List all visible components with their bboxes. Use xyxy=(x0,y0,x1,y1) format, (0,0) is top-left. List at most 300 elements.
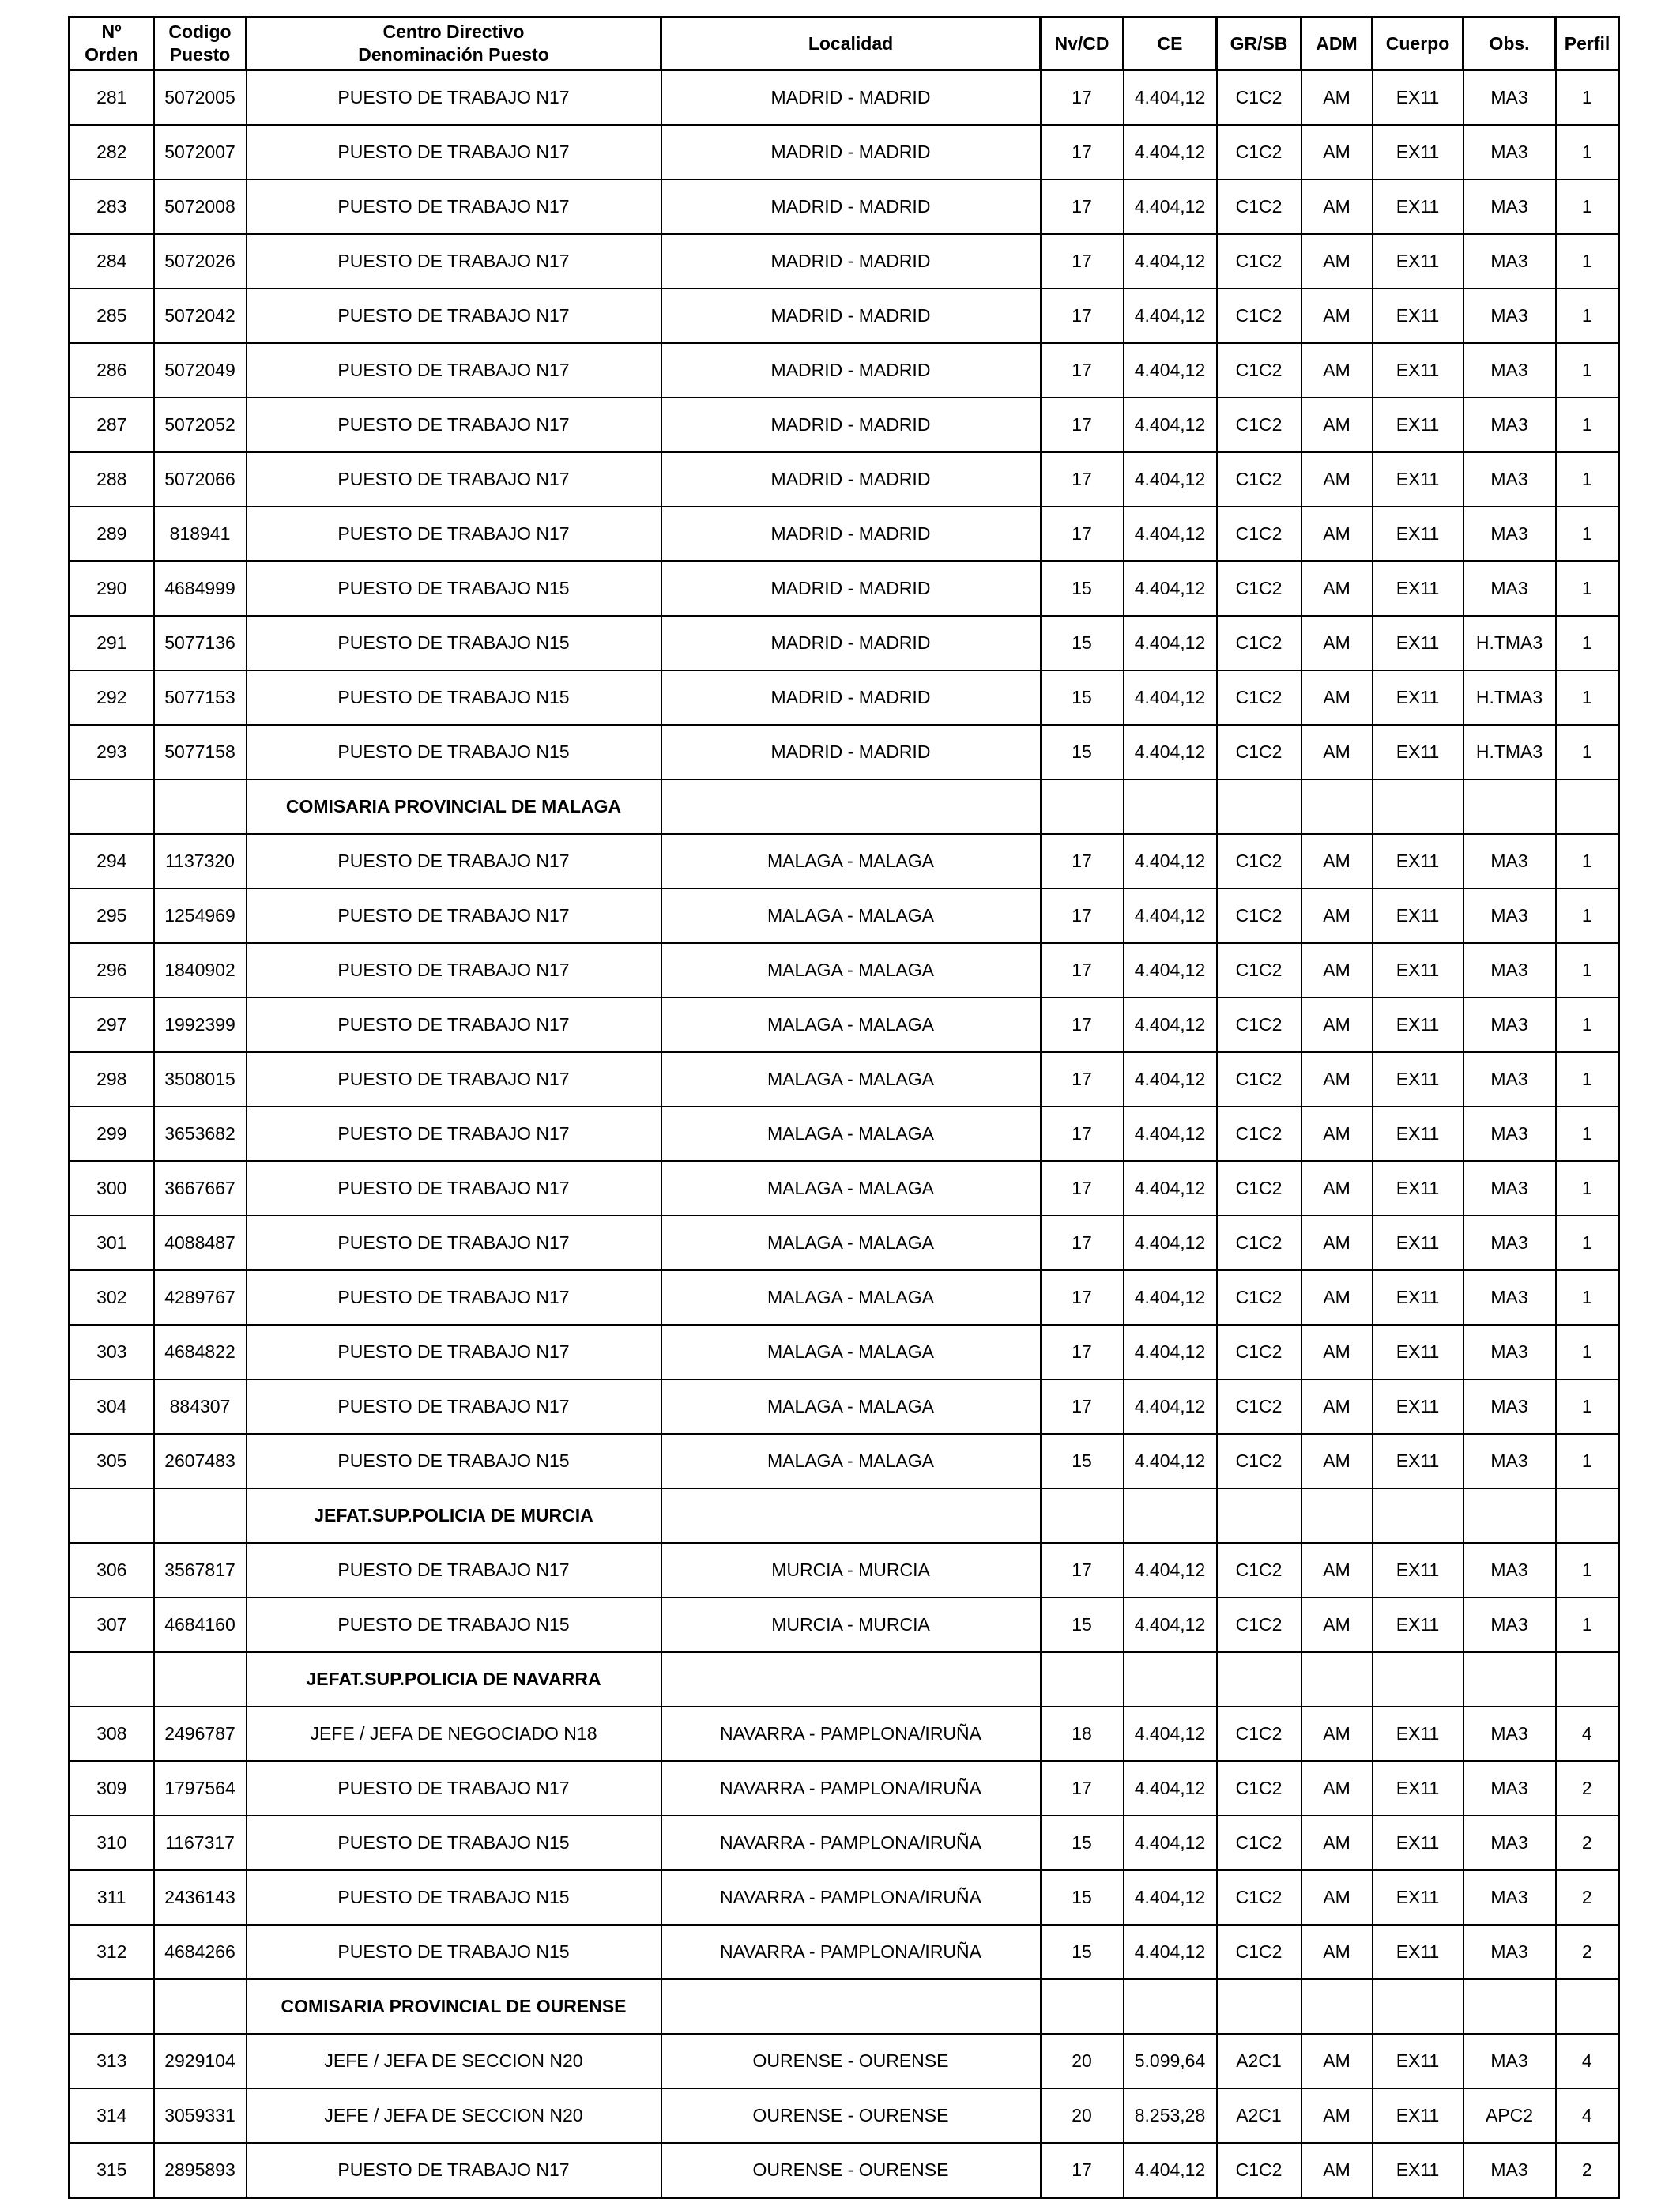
cell-obs: MA3 xyxy=(1463,2034,1556,2088)
cell-localidad: MADRID - MADRID xyxy=(661,179,1041,234)
cell-ce: 5.099,64 xyxy=(1124,2034,1217,2088)
cell-obs: MA3 xyxy=(1463,289,1556,343)
cell-nvcd: 17 xyxy=(1041,289,1124,343)
cell-perfil: 1 xyxy=(1556,1216,1619,1270)
cell-obs: MA3 xyxy=(1463,1270,1556,1325)
cell-cuerpo: EX11 xyxy=(1373,1925,1463,1979)
cell-codigo: 1992399 xyxy=(154,998,247,1052)
cell-nvcd: 17 xyxy=(1041,1543,1124,1597)
cell-orden: 303 xyxy=(70,1325,154,1379)
cell-ce: 4.404,12 xyxy=(1124,507,1217,561)
cell-grsb: C1C2 xyxy=(1217,1707,1301,1761)
cell-adm: AM xyxy=(1301,398,1373,452)
cell-orden: 310 xyxy=(70,1816,154,1870)
empty-cell xyxy=(1556,1652,1619,1707)
cell-denominacion: PUESTO DE TRABAJO N17 xyxy=(247,1161,661,1216)
cell-adm: AM xyxy=(1301,1161,1373,1216)
cell-denominacion: PUESTO DE TRABAJO N15 xyxy=(247,725,661,779)
table-body xyxy=(70,70,1619,2198)
cell-orden: 299 xyxy=(70,1107,154,1161)
cell-codigo: 5077153 xyxy=(154,670,247,725)
cell-codigo: 3653682 xyxy=(154,1107,247,1161)
cell-localidad: MALAGA - MALAGA xyxy=(661,1270,1041,1325)
cell-ce: 4.404,12 xyxy=(1124,943,1217,998)
cell-codigo: 5072042 xyxy=(154,289,247,343)
cell-obs: MA3 xyxy=(1463,234,1556,289)
cell-ce: 4.404,12 xyxy=(1124,179,1217,234)
cell-perfil: 1 xyxy=(1556,834,1619,888)
cell-perfil: 4 xyxy=(1556,2088,1619,2143)
empty-cell xyxy=(1556,779,1619,834)
table-row xyxy=(70,1543,1619,1597)
cell-denominacion: PUESTO DE TRABAJO N17 xyxy=(247,1216,661,1270)
cell-nvcd: 18 xyxy=(1041,1707,1124,1761)
cell-adm: AM xyxy=(1301,1925,1373,1979)
cell-grsb: A2C1 xyxy=(1217,2034,1301,2088)
cell-localidad: MADRID - MADRID xyxy=(661,398,1041,452)
cell-perfil: 1 xyxy=(1556,670,1619,725)
cell-perfil: 1 xyxy=(1556,1434,1619,1488)
empty-cell xyxy=(1556,1979,1619,2034)
cell-grsb: C1C2 xyxy=(1217,943,1301,998)
cell-grsb: C1C2 xyxy=(1217,888,1301,943)
cell-codigo: 1167317 xyxy=(154,1816,247,1870)
cell-localidad: MADRID - MADRID xyxy=(661,70,1041,126)
cell-obs: MA3 xyxy=(1463,1161,1556,1216)
cell-adm: AM xyxy=(1301,670,1373,725)
cell-cuerpo: EX11 xyxy=(1373,398,1463,452)
cell-ce: 4.404,12 xyxy=(1124,234,1217,289)
empty-cell xyxy=(1217,1979,1301,2034)
cell-denominacion: PUESTO DE TRABAJO N15 xyxy=(247,1816,661,1870)
cell-orden: 304 xyxy=(70,1379,154,1434)
cell-localidad: MALAGA - MALAGA xyxy=(661,943,1041,998)
empty-cell xyxy=(1463,779,1556,834)
cell-nvcd: 17 xyxy=(1041,1216,1124,1270)
cell-codigo: 1254969 xyxy=(154,888,247,943)
cell-perfil: 1 xyxy=(1556,507,1619,561)
positions-table xyxy=(68,16,1620,2199)
cell-ce: 4.404,12 xyxy=(1124,1543,1217,1597)
cell-localidad: MADRID - MADRID xyxy=(661,725,1041,779)
cell-grsb: C1C2 xyxy=(1217,1925,1301,1979)
empty-cell xyxy=(1124,779,1217,834)
cell-obs: MA3 xyxy=(1463,1543,1556,1597)
cell-ce: 4.404,12 xyxy=(1124,289,1217,343)
cell-localidad: MADRID - MADRID xyxy=(661,670,1041,725)
table-row xyxy=(70,179,1619,234)
cell-grsb: A2C1 xyxy=(1217,2088,1301,2143)
cell-grsb: C1C2 xyxy=(1217,179,1301,234)
empty-cell xyxy=(1217,1488,1301,1543)
cell-denominacion: PUESTO DE TRABAJO N17 xyxy=(247,125,661,179)
cell-localidad: MALAGA - MALAGA xyxy=(661,888,1041,943)
cell-ce: 8.253,28 xyxy=(1124,2088,1217,2143)
cell-obs: MA3 xyxy=(1463,1434,1556,1488)
cell-denominacion: PUESTO DE TRABAJO N15 xyxy=(247,1870,661,1925)
table-row xyxy=(70,1597,1619,1652)
cell-adm: AM xyxy=(1301,1434,1373,1488)
table-row xyxy=(70,1216,1619,1270)
cell-adm: AM xyxy=(1301,725,1373,779)
cell-adm: AM xyxy=(1301,2143,1373,2198)
cell-grsb: C1C2 xyxy=(1217,725,1301,779)
cell-denominacion: JEFE / JEFA DE SECCION N20 xyxy=(247,2088,661,2143)
cell-obs: MA3 xyxy=(1463,1379,1556,1434)
cell-denominacion: PUESTO DE TRABAJO N17 xyxy=(247,1761,661,1816)
header-ce: CE xyxy=(1124,17,1217,70)
cell-perfil: 1 xyxy=(1556,70,1619,126)
cell-localidad: NAVARRA - PAMPLONA/IRUÑA xyxy=(661,1816,1041,1870)
cell-adm: AM xyxy=(1301,1870,1373,1925)
empty-cell xyxy=(661,779,1041,834)
cell-adm: AM xyxy=(1301,1052,1373,1107)
cell-codigo: 5077158 xyxy=(154,725,247,779)
cell-obs: MA3 xyxy=(1463,1761,1556,1816)
cell-orden: 290 xyxy=(70,561,154,616)
cell-obs: MA3 xyxy=(1463,1870,1556,1925)
cell-perfil: 4 xyxy=(1556,2034,1619,2088)
cell-perfil: 1 xyxy=(1556,398,1619,452)
cell-perfil: 1 xyxy=(1556,125,1619,179)
cell-codigo: 1840902 xyxy=(154,943,247,998)
cell-ce: 4.404,12 xyxy=(1124,1925,1217,1979)
cell-denominacion: PUESTO DE TRABAJO N17 xyxy=(247,1270,661,1325)
empty-cell xyxy=(1463,1488,1556,1543)
cell-adm: AM xyxy=(1301,1379,1373,1434)
cell-nvcd: 17 xyxy=(1041,398,1124,452)
cell-perfil: 1 xyxy=(1556,234,1619,289)
cell-codigo: 5072007 xyxy=(154,125,247,179)
cell-adm: AM xyxy=(1301,2088,1373,2143)
cell-grsb: C1C2 xyxy=(1217,561,1301,616)
cell-cuerpo: EX11 xyxy=(1373,1707,1463,1761)
table-row xyxy=(70,670,1619,725)
cell-codigo: 3567817 xyxy=(154,1543,247,1597)
cell-nvcd: 17 xyxy=(1041,998,1124,1052)
cell-perfil: 2 xyxy=(1556,2143,1619,2198)
cell-cuerpo: EX11 xyxy=(1373,1379,1463,1434)
cell-grsb: C1C2 xyxy=(1217,1434,1301,1488)
cell-obs: MA3 xyxy=(1463,1052,1556,1107)
cell-adm: AM xyxy=(1301,343,1373,398)
cell-grsb: C1C2 xyxy=(1217,1325,1301,1379)
table-header xyxy=(70,17,1619,70)
cell-obs: MA3 xyxy=(1463,561,1556,616)
cell-localidad: OURENSE - OURENSE xyxy=(661,2088,1041,2143)
cell-grsb: C1C2 xyxy=(1217,1216,1301,1270)
cell-orden: 282 xyxy=(70,125,154,179)
cell-cuerpo: EX11 xyxy=(1373,888,1463,943)
cell-ce: 4.404,12 xyxy=(1124,888,1217,943)
cell-nvcd: 17 xyxy=(1041,343,1124,398)
table-row xyxy=(70,943,1619,998)
cell-nvcd: 17 xyxy=(1041,125,1124,179)
header-obs: Obs. xyxy=(1463,17,1556,70)
cell-codigo: 5072049 xyxy=(154,343,247,398)
cell-grsb: C1C2 xyxy=(1217,70,1301,126)
cell-nvcd: 17 xyxy=(1041,1270,1124,1325)
section-title: COMISARIA PROVINCIAL DE OURENSE xyxy=(247,1979,661,2034)
cell-obs: MA3 xyxy=(1463,179,1556,234)
empty-cell xyxy=(661,1488,1041,1543)
cell-nvcd: 15 xyxy=(1041,1870,1124,1925)
header-codigo: Codigo Puesto xyxy=(154,17,247,70)
cell-localidad: MALAGA - MALAGA xyxy=(661,998,1041,1052)
cell-nvcd: 17 xyxy=(1041,1052,1124,1107)
cell-codigo: 884307 xyxy=(154,1379,247,1434)
cell-denominacion: PUESTO DE TRABAJO N15 xyxy=(247,616,661,670)
cell-grsb: C1C2 xyxy=(1217,507,1301,561)
cell-codigo: 818941 xyxy=(154,507,247,561)
cell-cuerpo: EX11 xyxy=(1373,1543,1463,1597)
cell-codigo: 2929104 xyxy=(154,2034,247,2088)
cell-orden: 292 xyxy=(70,670,154,725)
table-row xyxy=(70,1925,1619,1979)
empty-cell xyxy=(1124,1488,1217,1543)
cell-cuerpo: EX11 xyxy=(1373,616,1463,670)
cell-nvcd: 15 xyxy=(1041,1816,1124,1870)
cell-nvcd: 15 xyxy=(1041,670,1124,725)
header-perfil: Perfil xyxy=(1556,17,1619,70)
cell-localidad: OURENSE - OURENSE xyxy=(661,2034,1041,2088)
cell-adm: AM xyxy=(1301,561,1373,616)
cell-grsb: C1C2 xyxy=(1217,1543,1301,1597)
cell-ce: 4.404,12 xyxy=(1124,1870,1217,1925)
cell-grsb: C1C2 xyxy=(1217,289,1301,343)
cell-perfil: 1 xyxy=(1556,888,1619,943)
cell-denominacion: PUESTO DE TRABAJO N17 xyxy=(247,943,661,998)
cell-localidad: NAVARRA - PAMPLONA/IRUÑA xyxy=(661,1707,1041,1761)
cell-denominacion: PUESTO DE TRABAJO N17 xyxy=(247,998,661,1052)
cell-cuerpo: EX11 xyxy=(1373,70,1463,126)
cell-ce: 4.404,12 xyxy=(1124,2143,1217,2198)
section-row xyxy=(70,1488,1619,1543)
cell-obs: MA3 xyxy=(1463,398,1556,452)
cell-orden: 298 xyxy=(70,1052,154,1107)
cell-localidad: MADRID - MADRID xyxy=(661,507,1041,561)
cell-perfil: 1 xyxy=(1556,1597,1619,1652)
cell-obs: MA3 xyxy=(1463,1816,1556,1870)
cell-cuerpo: EX11 xyxy=(1373,834,1463,888)
cell-codigo: 1797564 xyxy=(154,1761,247,1816)
cell-ce: 4.404,12 xyxy=(1124,998,1217,1052)
cell-orden: 305 xyxy=(70,1434,154,1488)
cell-nvcd: 17 xyxy=(1041,179,1124,234)
empty-cell xyxy=(1373,779,1463,834)
cell-nvcd: 15 xyxy=(1041,1925,1124,1979)
cell-nvcd: 17 xyxy=(1041,1379,1124,1434)
cell-grsb: C1C2 xyxy=(1217,834,1301,888)
cell-orden: 307 xyxy=(70,1597,154,1652)
cell-cuerpo: EX11 xyxy=(1373,1216,1463,1270)
cell-denominacion: PUESTO DE TRABAJO N17 xyxy=(247,452,661,507)
cell-orden: 311 xyxy=(70,1870,154,1925)
cell-localidad: MALAGA - MALAGA xyxy=(661,1434,1041,1488)
cell-cuerpo: EX11 xyxy=(1373,561,1463,616)
cell-perfil: 2 xyxy=(1556,1761,1619,1816)
cell-codigo: 5072005 xyxy=(154,70,247,126)
cell-perfil: 1 xyxy=(1556,943,1619,998)
cell-cuerpo: EX11 xyxy=(1373,1434,1463,1488)
cell-ce: 4.404,12 xyxy=(1124,1161,1217,1216)
cell-grsb: C1C2 xyxy=(1217,1270,1301,1325)
cell-adm: AM xyxy=(1301,834,1373,888)
cell-orden: 314 xyxy=(70,2088,154,2143)
empty-cell xyxy=(1463,1652,1556,1707)
cell-cuerpo: EX11 xyxy=(1373,1107,1463,1161)
empty-cell xyxy=(70,779,154,834)
cell-cuerpo: EX11 xyxy=(1373,507,1463,561)
cell-obs: H.TMA3 xyxy=(1463,670,1556,725)
cell-obs: MA3 xyxy=(1463,1325,1556,1379)
cell-grsb: C1C2 xyxy=(1217,125,1301,179)
cell-adm: AM xyxy=(1301,1270,1373,1325)
table-row xyxy=(70,1052,1619,1107)
cell-codigo: 5072052 xyxy=(154,398,247,452)
cell-denominacion: JEFE / JEFA DE NEGOCIADO N18 xyxy=(247,1707,661,1761)
cell-localidad: MURCIA - MURCIA xyxy=(661,1597,1041,1652)
cell-orden: 296 xyxy=(70,943,154,998)
cell-grsb: C1C2 xyxy=(1217,2143,1301,2198)
cell-ce: 4.404,12 xyxy=(1124,125,1217,179)
cell-adm: AM xyxy=(1301,507,1373,561)
empty-cell xyxy=(1041,1488,1124,1543)
cell-perfil: 1 xyxy=(1556,1325,1619,1379)
table-row xyxy=(70,1761,1619,1816)
cell-grsb: C1C2 xyxy=(1217,234,1301,289)
section-row xyxy=(70,1979,1619,2034)
cell-cuerpo: EX11 xyxy=(1373,1597,1463,1652)
empty-cell xyxy=(661,1652,1041,1707)
cell-ce: 4.404,12 xyxy=(1124,343,1217,398)
cell-ce: 4.404,12 xyxy=(1124,1052,1217,1107)
cell-adm: AM xyxy=(1301,179,1373,234)
cell-codigo: 4684822 xyxy=(154,1325,247,1379)
table-row xyxy=(70,2143,1619,2198)
cell-nvcd: 15 xyxy=(1041,1597,1124,1652)
cell-cuerpo: EX11 xyxy=(1373,725,1463,779)
cell-codigo: 4684999 xyxy=(154,561,247,616)
cell-perfil: 2 xyxy=(1556,1925,1619,1979)
cell-orden: 300 xyxy=(70,1161,154,1216)
cell-adm: AM xyxy=(1301,234,1373,289)
cell-perfil: 1 xyxy=(1556,1107,1619,1161)
cell-localidad: NAVARRA - PAMPLONA/IRUÑA xyxy=(661,1925,1041,1979)
cell-codigo: 2436143 xyxy=(154,1870,247,1925)
cell-perfil: 1 xyxy=(1556,616,1619,670)
cell-perfil: 1 xyxy=(1556,561,1619,616)
cell-perfil: 1 xyxy=(1556,179,1619,234)
empty-cell xyxy=(1301,1979,1373,2034)
cell-adm: AM xyxy=(1301,2034,1373,2088)
section-title: JEFAT.SUP.POLICIA DE NAVARRA xyxy=(247,1652,661,1707)
cell-localidad: NAVARRA - PAMPLONA/IRUÑA xyxy=(661,1870,1041,1925)
cell-orden: 315 xyxy=(70,2143,154,2198)
cell-nvcd: 15 xyxy=(1041,561,1124,616)
cell-perfil: 1 xyxy=(1556,343,1619,398)
cell-nvcd: 15 xyxy=(1041,1434,1124,1488)
cell-denominacion: PUESTO DE TRABAJO N17 xyxy=(247,70,661,126)
section-title: JEFAT.SUP.POLICIA DE MURCIA xyxy=(247,1488,661,1543)
cell-nvcd: 17 xyxy=(1041,70,1124,126)
cell-denominacion: PUESTO DE TRABAJO N17 xyxy=(247,1325,661,1379)
cell-orden: 308 xyxy=(70,1707,154,1761)
cell-ce: 4.404,12 xyxy=(1124,1107,1217,1161)
cell-denominacion: PUESTO DE TRABAJO N15 xyxy=(247,1434,661,1488)
empty-cell xyxy=(70,1488,154,1543)
header-localidad: Localidad xyxy=(661,17,1041,70)
empty-cell xyxy=(70,1652,154,1707)
cell-nvcd: 17 xyxy=(1041,2143,1124,2198)
cell-denominacion: JEFE / JEFA DE SECCION N20 xyxy=(247,2034,661,2088)
cell-grsb: C1C2 xyxy=(1217,998,1301,1052)
cell-obs: MA3 xyxy=(1463,70,1556,126)
cell-cuerpo: EX11 xyxy=(1373,1761,1463,1816)
cell-localidad: MALAGA - MALAGA xyxy=(661,1107,1041,1161)
cell-denominacion: PUESTO DE TRABAJO N15 xyxy=(247,561,661,616)
cell-grsb: C1C2 xyxy=(1217,1161,1301,1216)
empty-cell xyxy=(154,1652,247,1707)
table-row xyxy=(70,998,1619,1052)
cell-localidad: MADRID - MADRID xyxy=(661,616,1041,670)
cell-cuerpo: EX11 xyxy=(1373,1052,1463,1107)
empty-cell xyxy=(1301,1652,1373,1707)
cell-nvcd: 17 xyxy=(1041,943,1124,998)
cell-obs: MA3 xyxy=(1463,1216,1556,1270)
section-title: COMISARIA PROVINCIAL DE MALAGA xyxy=(247,779,661,834)
cell-denominacion: PUESTO DE TRABAJO N15 xyxy=(247,1597,661,1652)
cell-cuerpo: EX11 xyxy=(1373,2034,1463,2088)
cell-cuerpo: EX11 xyxy=(1373,125,1463,179)
cell-orden: 286 xyxy=(70,343,154,398)
cell-localidad: MALAGA - MALAGA xyxy=(661,1325,1041,1379)
cell-localidad: MADRID - MADRID xyxy=(661,125,1041,179)
cell-cuerpo: EX11 xyxy=(1373,179,1463,234)
cell-perfil: 2 xyxy=(1556,1816,1619,1870)
table-row xyxy=(70,234,1619,289)
cell-grsb: C1C2 xyxy=(1217,1816,1301,1870)
table-row xyxy=(70,616,1619,670)
cell-grsb: C1C2 xyxy=(1217,398,1301,452)
cell-cuerpo: EX11 xyxy=(1373,343,1463,398)
table-row xyxy=(70,2088,1619,2143)
cell-obs: MA3 xyxy=(1463,452,1556,507)
cell-denominacion: PUESTO DE TRABAJO N17 xyxy=(247,1107,661,1161)
cell-adm: AM xyxy=(1301,1597,1373,1652)
cell-codigo: 3667667 xyxy=(154,1161,247,1216)
cell-localidad: NAVARRA - PAMPLONA/IRUÑA xyxy=(661,1761,1041,1816)
cell-obs: MA3 xyxy=(1463,343,1556,398)
cell-codigo: 2895893 xyxy=(154,2143,247,2198)
cell-cuerpo: EX11 xyxy=(1373,2088,1463,2143)
cell-obs: MA3 xyxy=(1463,1107,1556,1161)
cell-nvcd: 20 xyxy=(1041,2034,1124,2088)
table-row xyxy=(70,1434,1619,1488)
cell-ce: 4.404,12 xyxy=(1124,725,1217,779)
cell-adm: AM xyxy=(1301,70,1373,126)
cell-adm: AM xyxy=(1301,998,1373,1052)
cell-nvcd: 17 xyxy=(1041,234,1124,289)
cell-cuerpo: EX11 xyxy=(1373,289,1463,343)
cell-adm: AM xyxy=(1301,943,1373,998)
cell-localidad: MURCIA - MURCIA xyxy=(661,1543,1041,1597)
cell-perfil: 1 xyxy=(1556,1379,1619,1434)
table-row xyxy=(70,725,1619,779)
cell-obs: MA3 xyxy=(1463,1707,1556,1761)
cell-grsb: C1C2 xyxy=(1217,1870,1301,1925)
cell-nvcd: 17 xyxy=(1041,452,1124,507)
